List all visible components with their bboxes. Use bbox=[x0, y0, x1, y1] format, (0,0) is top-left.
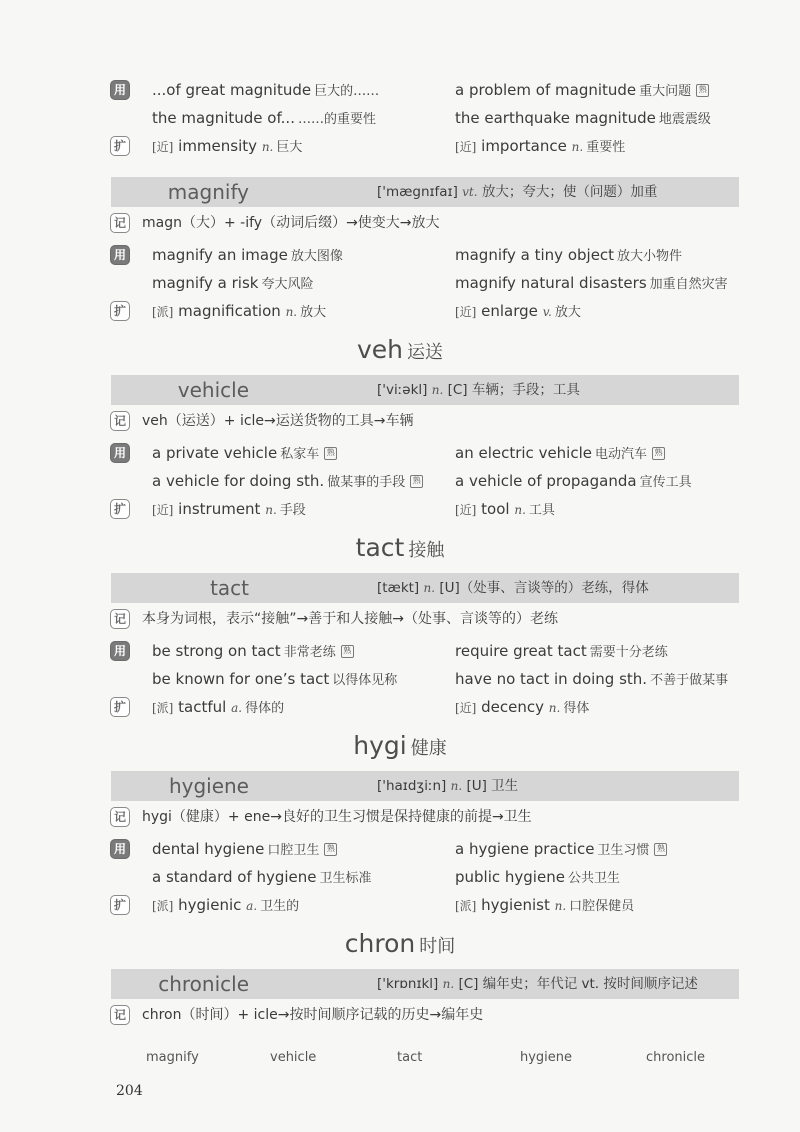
usage-phrase-en: a standard of hygiene bbox=[152, 868, 317, 886]
extension-icon: 扩 bbox=[110, 499, 130, 519]
usage-icon: 用 bbox=[110, 839, 130, 859]
extension-icon: 扩 bbox=[110, 895, 130, 915]
related-word bbox=[152, 694, 284, 720]
usage-phrase-zh: 加重自然灾害 bbox=[649, 277, 728, 292]
usage-phrase-en: the earthquake magnitude bbox=[455, 109, 656, 127]
usage-phrase-en: dental hygiene bbox=[152, 840, 265, 858]
footer-word: hygiene bbox=[520, 1050, 573, 1065]
related-word-zh: 得体 bbox=[563, 701, 590, 716]
definition bbox=[377, 969, 698, 999]
related-word-pos: n. bbox=[554, 899, 567, 913]
memory-tip-text: chron（时间）+ icle→按时间顺序记载的历史→编年史 bbox=[142, 1007, 484, 1023]
usage-icon: 用 bbox=[110, 443, 130, 463]
memory-tip bbox=[142, 210, 440, 236]
definition bbox=[377, 573, 649, 603]
extension-icon: 扩 bbox=[110, 136, 130, 156]
related-word-pos: a. bbox=[231, 701, 243, 715]
definition bbox=[377, 177, 657, 207]
definition bbox=[377, 771, 518, 801]
root-word: hygi bbox=[353, 731, 407, 760]
memory-icon: 记 bbox=[110, 213, 130, 233]
related-word-word: tactful bbox=[178, 698, 227, 716]
headword-bar bbox=[111, 177, 739, 207]
usage-phrase bbox=[152, 836, 337, 862]
part-of-speech: vt. bbox=[462, 185, 478, 199]
usage-phrase-en: a hygiene practice bbox=[455, 840, 595, 858]
footer-word: magnify bbox=[146, 1050, 199, 1065]
related-word-tag: [派] bbox=[152, 899, 174, 913]
usage-phrase-en: an electric vehicle bbox=[455, 444, 592, 462]
root-meaning: 运送 bbox=[407, 342, 444, 363]
usage-phrase-en: magnify an image bbox=[152, 246, 288, 264]
related-word-pos: n. bbox=[514, 503, 526, 517]
usage-icon: 用 bbox=[110, 641, 130, 661]
memory-tip-text: hygi（健康）+ ene→良好的卫生习惯是保持健康的前提→卫生 bbox=[142, 809, 532, 825]
familiar-mark-icon: 熟 bbox=[652, 447, 665, 460]
part-of-speech: n. bbox=[431, 383, 444, 397]
memory-icon: 记 bbox=[110, 609, 130, 629]
related-word bbox=[152, 892, 299, 918]
usage-phrase-zh: 不善于做某事 bbox=[650, 673, 729, 688]
memory-tip-text: 本身为词根，表示“接触”→善于和人接触→（处事、言谈等的）老练 bbox=[142, 611, 558, 627]
usage-phrase-zh: 巨大的…… bbox=[314, 84, 380, 99]
usage-phrase-zh: 放大图像 bbox=[290, 249, 343, 264]
memory-tip-text: magn（大）+ -ify（动词后缀）→使变大→放大 bbox=[142, 215, 440, 231]
related-word-zh: 手段 bbox=[279, 503, 306, 518]
root-meaning: 接触 bbox=[408, 540, 445, 561]
usage-phrase bbox=[455, 864, 620, 890]
related-word-word: hygienic bbox=[178, 896, 242, 914]
related-word-pos: v. bbox=[542, 305, 552, 319]
usage-phrase-zh: 夸大风险 bbox=[261, 277, 314, 292]
related-word bbox=[152, 298, 326, 324]
phonetic: ['viːəkl] bbox=[377, 382, 428, 398]
definition-text: [U]（处事、言谈等的）老练，得体 bbox=[439, 580, 649, 596]
usage-phrase bbox=[152, 666, 397, 692]
usage-phrase-zh: 宣传工具 bbox=[639, 475, 692, 490]
usage-phrase-zh: 私家车 bbox=[280, 447, 320, 462]
related-word-word: importance bbox=[481, 137, 567, 155]
related-word-zh: 口腔保健员 bbox=[569, 899, 635, 914]
usage-phrase-en: have no tact in doing sth. bbox=[455, 670, 648, 688]
definition bbox=[377, 375, 580, 405]
related-word bbox=[455, 133, 625, 159]
related-word-zh: 卫生的 bbox=[260, 899, 300, 914]
usage-phrase-en: a problem of magnitude bbox=[455, 81, 637, 99]
phonetic: ['mægnɪfaɪ] bbox=[377, 184, 458, 200]
usage-phrase-zh: 公共卫生 bbox=[567, 871, 620, 886]
related-word-word: hygienist bbox=[481, 896, 550, 914]
usage-phrase-en: a vehicle of propaganda bbox=[455, 472, 637, 490]
usage-phrase bbox=[455, 638, 668, 664]
usage-phrase-en: be known for one’s tact bbox=[152, 670, 330, 688]
related-word bbox=[152, 496, 306, 522]
usage-phrase-en: the magnitude of... bbox=[152, 109, 295, 127]
usage-phrase-zh: 做某事的手段 bbox=[327, 475, 406, 490]
headword-bar bbox=[111, 969, 739, 999]
related-word bbox=[455, 298, 581, 324]
usage-phrase bbox=[152, 864, 372, 890]
usage-phrase-zh: 卫生标准 bbox=[319, 871, 372, 886]
related-word bbox=[455, 694, 589, 720]
related-word-tag: [近] bbox=[152, 503, 174, 517]
definition-text: [U] 卫生 bbox=[466, 778, 519, 794]
headword-bar bbox=[111, 375, 739, 405]
related-word-word: immensity bbox=[178, 137, 258, 155]
headword: magnify bbox=[167, 180, 249, 204]
usage-phrase bbox=[455, 440, 665, 466]
usage-phrase-en: a private vehicle bbox=[152, 444, 278, 462]
memory-tip-text: veh（运送）+ icle→运送货物的工具→车辆 bbox=[142, 413, 414, 429]
related-word-pos: n. bbox=[265, 503, 277, 517]
definition-text: 放大；夸大；使（问题）加重 bbox=[481, 184, 658, 200]
extension-icon: 扩 bbox=[110, 697, 130, 717]
definition-text: [C] 车辆；手段；工具 bbox=[447, 382, 580, 398]
usage-phrase-en: require great tact bbox=[455, 642, 587, 660]
headword: vehicle bbox=[177, 378, 249, 402]
usage-phrase bbox=[455, 242, 682, 268]
usage-phrase-en: magnify a risk bbox=[152, 274, 259, 292]
memory-tip bbox=[142, 408, 414, 434]
related-word-tag: [派] bbox=[152, 305, 174, 319]
related-word-zh: 得体的 bbox=[245, 701, 285, 716]
usage-phrase-en: magnify natural disasters bbox=[455, 274, 647, 292]
related-word-tag: [近] bbox=[455, 701, 477, 715]
headword: tact bbox=[210, 576, 249, 600]
headword-bar bbox=[111, 771, 739, 801]
usage-phrase bbox=[455, 77, 709, 103]
related-word-word: instrument bbox=[178, 500, 261, 518]
phonetic: ['haɪdʒiːn] bbox=[377, 778, 447, 794]
part-of-speech: n. bbox=[442, 977, 455, 991]
related-word-tag: [近] bbox=[455, 305, 477, 319]
part-of-speech: n. bbox=[423, 581, 436, 595]
related-word-pos: n. bbox=[261, 140, 274, 154]
related-word-pos: n. bbox=[571, 140, 584, 154]
extension-icon: 扩 bbox=[110, 301, 130, 321]
usage-phrase-zh: 卫生习惯 bbox=[597, 843, 650, 858]
footer-word: tact bbox=[397, 1050, 423, 1065]
related-word-zh: 重要性 bbox=[586, 140, 626, 155]
related-word-word: enlarge bbox=[481, 302, 538, 320]
phonetic: [tækt] bbox=[377, 580, 420, 596]
familiar-mark-icon: 熟 bbox=[410, 475, 423, 488]
related-word-zh: 放大 bbox=[300, 305, 327, 320]
usage-icon: 用 bbox=[110, 80, 130, 100]
root-meaning: 健康 bbox=[410, 738, 447, 759]
related-word-tag: [近] bbox=[152, 140, 174, 154]
familiar-mark-icon: 熟 bbox=[654, 843, 667, 856]
memory-icon: 记 bbox=[110, 807, 130, 827]
root-meaning: 时间 bbox=[419, 936, 456, 957]
usage-phrase-zh: 以得体见称 bbox=[332, 673, 398, 688]
usage-phrase bbox=[152, 270, 313, 296]
part-of-speech: n. bbox=[450, 779, 463, 793]
related-word-pos: n. bbox=[285, 305, 298, 319]
familiar-mark-icon: 熟 bbox=[341, 645, 354, 658]
usage-phrase-en: a vehicle for doing sth. bbox=[152, 472, 325, 490]
usage-phrase bbox=[152, 468, 423, 494]
usage-phrase-zh: 非常老练 bbox=[283, 645, 336, 660]
related-word-tag: [近] bbox=[455, 503, 477, 517]
related-word-tag: [派] bbox=[455, 899, 477, 913]
related-word bbox=[152, 133, 302, 159]
memory-tip bbox=[142, 804, 532, 830]
usage-phrase bbox=[152, 638, 354, 664]
usage-phrase bbox=[455, 836, 667, 862]
root-word: tact bbox=[355, 533, 405, 562]
usage-phrase-zh: 口腔卫生 bbox=[267, 843, 320, 858]
familiar-mark-icon: 熟 bbox=[324, 843, 337, 856]
related-word-tag: [派] bbox=[152, 701, 174, 715]
related-word bbox=[455, 892, 634, 918]
usage-phrase bbox=[455, 666, 728, 692]
memory-tip bbox=[142, 606, 558, 632]
related-word-zh: 巨大 bbox=[276, 140, 303, 155]
root-word: veh bbox=[356, 335, 404, 364]
usage-phrase bbox=[455, 270, 728, 296]
related-word-word: magnification bbox=[178, 302, 281, 320]
footer-word-list bbox=[0, 1046, 800, 1070]
usage-phrase bbox=[455, 468, 692, 494]
memory-icon: 记 bbox=[110, 1005, 130, 1025]
related-word-zh: 工具 bbox=[528, 503, 555, 518]
usage-phrase-en: public hygiene bbox=[455, 868, 565, 886]
usage-phrase bbox=[152, 440, 337, 466]
memory-icon: 记 bbox=[110, 411, 130, 431]
usage-phrase-zh: 电动汽车 bbox=[595, 447, 648, 462]
usage-phrase-zh: ……的重要性 bbox=[297, 112, 376, 127]
page-number: 204 bbox=[116, 1083, 143, 1099]
related-word-pos: a. bbox=[246, 899, 258, 913]
related-word bbox=[455, 496, 555, 522]
root-heading bbox=[0, 333, 800, 367]
footer-word: vehicle bbox=[270, 1050, 317, 1065]
usage-phrase-en: magnify a tiny object bbox=[455, 246, 615, 264]
memory-tip bbox=[142, 1002, 483, 1028]
usage-phrase bbox=[455, 105, 711, 131]
usage-phrase bbox=[152, 242, 343, 268]
usage-phrase-zh: 重大问题 bbox=[639, 84, 692, 99]
definition-text: [C] 编年史；年代记 vt. 按时间顺序记述 bbox=[458, 976, 698, 992]
root-word: chron bbox=[344, 929, 416, 958]
usage-phrase-en: be strong on tact bbox=[152, 642, 281, 660]
headword-bar bbox=[111, 573, 739, 603]
related-word-zh: 放大 bbox=[554, 305, 581, 320]
familiar-mark-icon: 熟 bbox=[696, 84, 709, 97]
phonetic: ['krɒnɪkl] bbox=[377, 976, 439, 992]
root-heading bbox=[0, 729, 800, 763]
root-heading bbox=[0, 927, 800, 961]
usage-phrase-en: ...of great magnitude bbox=[152, 81, 312, 99]
familiar-mark-icon: 熟 bbox=[324, 447, 337, 460]
headword: hygiene bbox=[168, 774, 249, 798]
usage-phrase bbox=[152, 105, 376, 131]
related-word-tag: [近] bbox=[455, 140, 477, 154]
footer-word: chronicle bbox=[646, 1050, 706, 1065]
usage-phrase bbox=[152, 77, 379, 103]
usage-phrase-zh: 地震震级 bbox=[658, 112, 711, 127]
headword: chronicle bbox=[158, 972, 249, 996]
related-word-pos: n. bbox=[548, 701, 561, 715]
related-word-word: decency bbox=[481, 698, 545, 716]
usage-phrase-zh: 需要十分老练 bbox=[589, 645, 668, 660]
root-heading bbox=[0, 531, 800, 565]
usage-phrase-zh: 放大小物件 bbox=[617, 249, 683, 264]
usage-icon: 用 bbox=[110, 245, 130, 265]
related-word-word: tool bbox=[481, 500, 510, 518]
